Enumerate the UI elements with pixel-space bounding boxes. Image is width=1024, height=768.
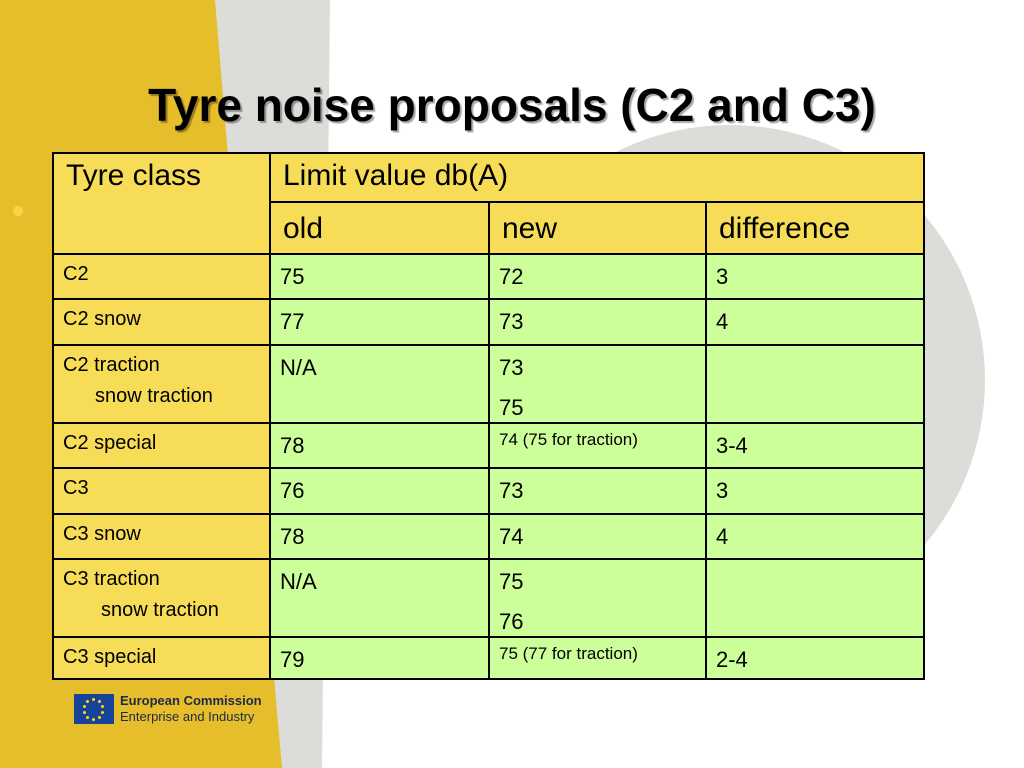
row-diff-cell bbox=[706, 559, 924, 637]
row-diff-cell: 2-4 bbox=[706, 637, 924, 679]
row-old-cell: N/A bbox=[270, 559, 489, 637]
tyre-noise-table bbox=[52, 152, 925, 680]
row-new-cell: 74 bbox=[489, 514, 706, 559]
row-old-cell: 78 bbox=[270, 514, 489, 559]
table-row bbox=[53, 468, 924, 514]
org-name: European Commission bbox=[120, 693, 262, 708]
row-old-cell: 76 bbox=[270, 468, 489, 514]
slide-title: Tyre noise proposals (C2 and C3) bbox=[148, 79, 876, 131]
row-class-cell: C2 bbox=[53, 254, 270, 299]
row-new-cell: 73 bbox=[489, 468, 706, 514]
row-diff-cell bbox=[706, 345, 924, 423]
row-old-cell: 75 bbox=[270, 254, 489, 299]
header-tyre-class: Tyre class bbox=[53, 153, 270, 254]
row-class-cell: C2 snow bbox=[53, 299, 270, 345]
dept-name: Enterprise and Industry bbox=[120, 709, 255, 724]
row-diff-cell: 3-4 bbox=[706, 423, 924, 468]
row-new-cell: 75 (77 for traction) bbox=[489, 637, 706, 679]
table-header-row bbox=[53, 153, 924, 202]
row-old-cell: 79 bbox=[270, 637, 489, 679]
header-old: old bbox=[270, 202, 489, 254]
row-class-line: C2 traction bbox=[63, 354, 160, 376]
row-diff-cell: 3 bbox=[706, 254, 924, 299]
row-class-cell: C3 special bbox=[53, 637, 270, 679]
row-new-line: 73 bbox=[499, 355, 524, 380]
table-row bbox=[53, 254, 924, 299]
row-new-cell: 74 (75 for traction) bbox=[489, 423, 706, 468]
row-new-cell bbox=[489, 345, 706, 423]
header-limit-value: Limit value db(A) bbox=[270, 153, 924, 202]
row-new-cell: 73 bbox=[489, 299, 706, 345]
row-class-subline: snow traction bbox=[101, 599, 219, 621]
table-row bbox=[53, 637, 924, 679]
header-difference: difference bbox=[706, 202, 924, 254]
row-class-cell: C2 special bbox=[53, 423, 270, 468]
table-row bbox=[53, 514, 924, 559]
row-new-line: 75 bbox=[499, 569, 524, 594]
table-row bbox=[53, 423, 924, 468]
row-class-cell bbox=[53, 345, 270, 423]
header-new: new bbox=[489, 202, 706, 254]
row-diff-cell: 4 bbox=[706, 299, 924, 345]
row-diff-cell: 3 bbox=[706, 468, 924, 514]
row-new-cell: 72 bbox=[489, 254, 706, 299]
row-new-cell bbox=[489, 559, 706, 637]
row-old-cell: 78 bbox=[270, 423, 489, 468]
bullet-dot bbox=[13, 206, 23, 216]
organisation-text bbox=[120, 693, 262, 725]
footer-logo bbox=[74, 693, 262, 725]
row-new-subline: 76 bbox=[499, 609, 524, 634]
row-class-cell: C3 snow bbox=[53, 514, 270, 559]
table-row bbox=[53, 299, 924, 345]
row-class-cell: C3 bbox=[53, 468, 270, 514]
table-row bbox=[53, 559, 924, 637]
row-new-subline: 75 bbox=[499, 395, 524, 420]
row-class-line: C3 traction bbox=[63, 568, 160, 590]
row-old-cell: N/A bbox=[270, 345, 489, 423]
row-class-cell bbox=[53, 559, 270, 637]
row-class-subline: snow traction bbox=[95, 385, 213, 407]
row-diff-cell: 4 bbox=[706, 514, 924, 559]
table-row bbox=[53, 345, 924, 423]
eu-flag-icon bbox=[74, 694, 114, 724]
row-old-cell: 77 bbox=[270, 299, 489, 345]
